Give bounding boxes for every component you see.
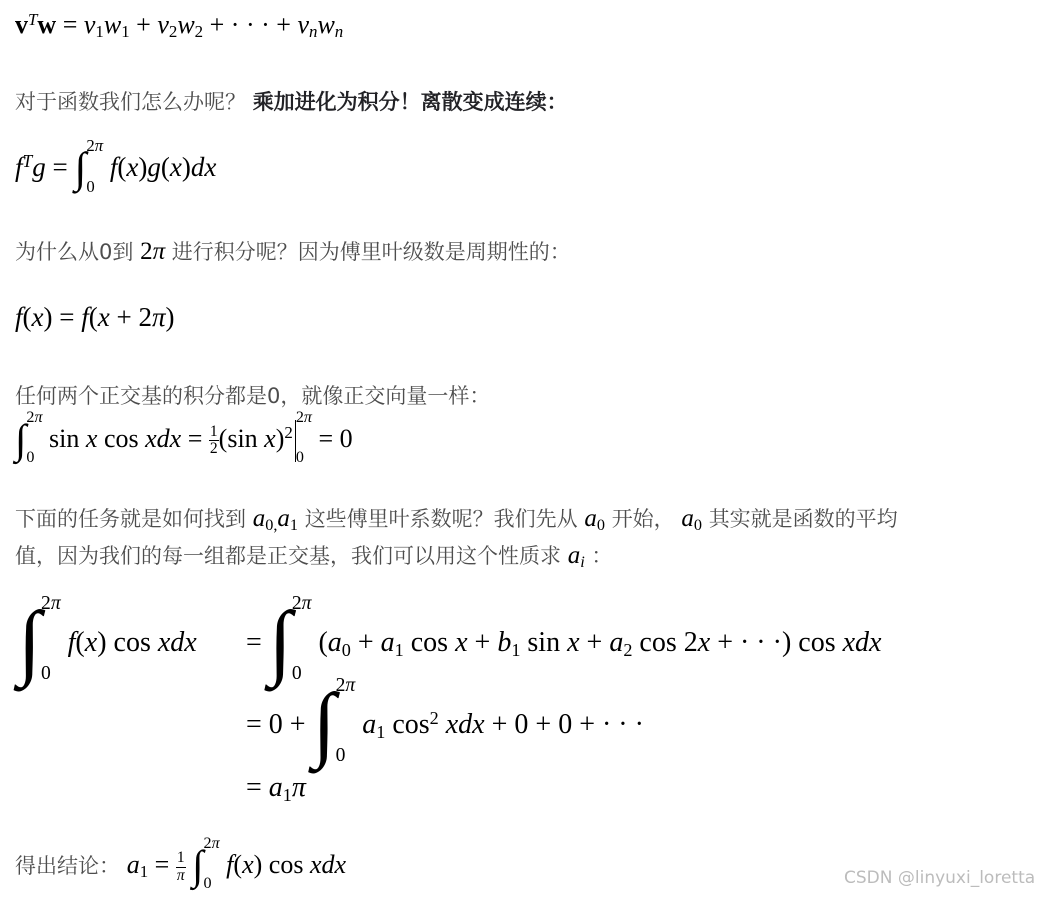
conclusion-line <box>15 835 347 892</box>
why-pre: 为什么从0到 <box>15 240 134 264</box>
derivation-row-1-left: ∫ 2π 0 f(x) cos xdx <box>18 592 197 689</box>
why-text <box>15 236 571 266</box>
task-part2: 这些傅里叶系数呢？我们先从 <box>304 507 578 531</box>
intro-bold: 乘加进化为积分！离散变成连续： <box>252 90 568 114</box>
inline-a0-second: $a_0$ <box>681 505 702 535</box>
derivation-row-1-right: = ∫ 2π 0 ($a_0 + a_1$ $\cos x + b_1$ $\sin x + a_2$ cos 2x + · · ·) cos xdx <box>246 592 882 689</box>
task-part4: 其实就是函数的平均 <box>708 507 898 531</box>
orth-text: 任何两个正交基的积分都是0，就像正交向量一样： <box>15 384 491 408</box>
formula-dot-product-vector: $v^Tw = v_1w_1 + v_2w_2$ + · · · + $v_nw_n$ <box>15 9 344 42</box>
inline-a0: $a_0$ <box>584 505 605 535</box>
task-part3: 开始， <box>611 507 675 531</box>
task-colon: ： <box>591 544 613 568</box>
formula-dot-product-function: $f^Tg$ = ∫ 2π 0 f(x)g(x)dx <box>15 136 217 196</box>
formula-a1-result: $a_1$ = $\frac{1}{\pi}$ ∫ 2π 0 f(x) cos xdx <box>126 835 347 892</box>
why-post: 进行积分呢？因为傅里叶级数是周期性的： <box>171 240 571 264</box>
task-part5: 值，因为我们的每一组都是正交基，我们可以用这个性质求 <box>15 544 561 568</box>
conclusion-label: 得出结论： <box>15 854 120 878</box>
intro-question: 对于函数我们怎么办呢？ <box>15 90 246 114</box>
task-part1: 下面的任务就是如何找到 <box>15 507 246 531</box>
formula-orthogonality: ∫ 2π 0 sin x cos xdx = $\frac{1}{2}$ (sin x)$^2$ 2π 0 = 0 <box>15 409 353 466</box>
watermark: CSDN @linyuxi_loretta <box>844 868 1036 888</box>
formula-periodicity: f(x) = f(x + 2π) <box>15 302 175 332</box>
inline-ai: $a_i$ <box>567 542 585 572</box>
task-text-line1 <box>15 503 898 533</box>
inline-a0-a1: $a_{0,}a_1$ <box>252 505 298 535</box>
derivation-row-3: = $a_1\pi$ <box>246 772 306 805</box>
derivation-row-2: = 0 + ∫ 2π 0 $a_1$ $\cos^2$ xdx + 0 + 0 + · · · <box>246 674 644 771</box>
inline-2pi: 2π <box>140 238 166 265</box>
task-text-line2 <box>15 540 612 570</box>
intro-text <box>15 86 568 116</box>
